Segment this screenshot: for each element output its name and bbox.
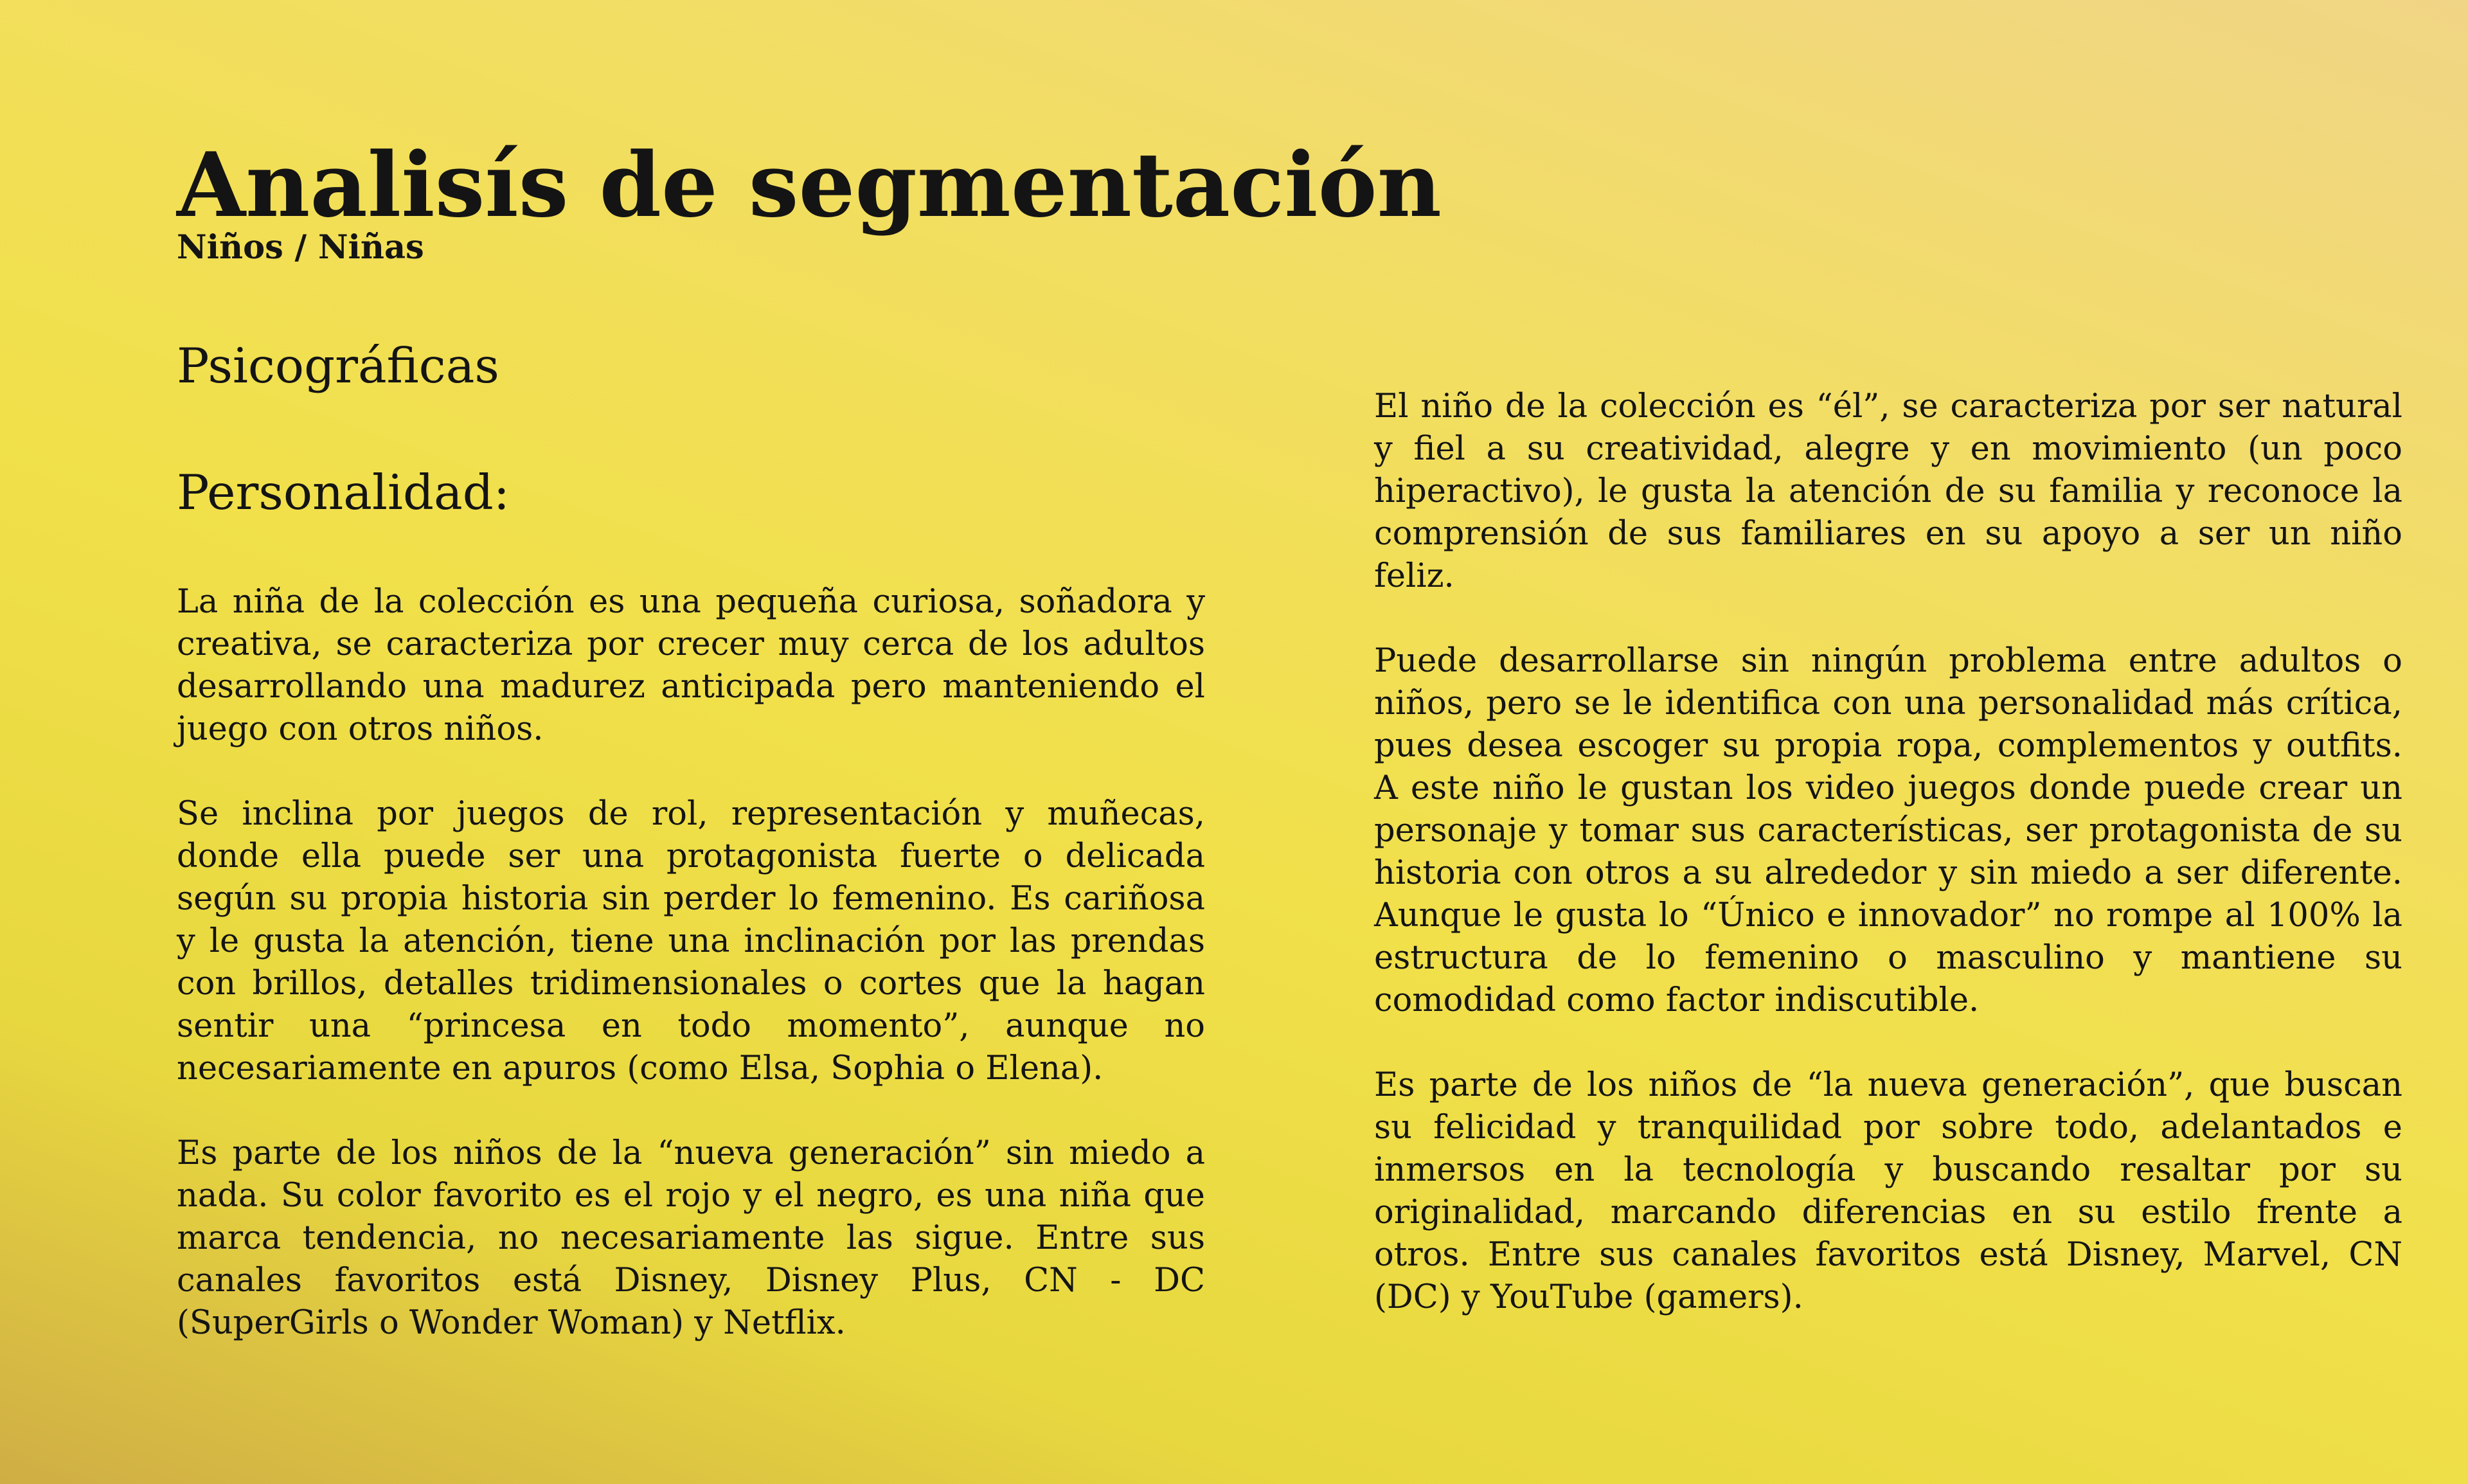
section-heading-personalidad: Personalidad: [177,464,510,521]
boy-paragraph-3: Es parte de los niños de “la nueva generación”, que buscan su felicidad y tranquilidad por sobre todo, adelantados e inmersos en la tecnología y buscando resaltar por su originalidad, marcando diferencias en su estilo frente a otros. Entre sus canales favoritos está Disney, Marvel, CN (DC) y YouTube (gamers). [1374,1066,2402,1316]
page-title: Analisís de segmentación [177,132,1442,237]
right-column-boy-profile [1374,386,2402,1319]
girl-paragraph-3: Es parte de los niños de la “nueva generación” sin miedo a nada. Su color favorito es el rojo y el negro, es una niña que marca tendencia, no necesariamente las sigue. Entre sus canales favoritos está Disney, Disney Plus, CN - DC (SuperGirls o Wonder Woman) y Netflix. [177,1134,1205,1342]
section-heading-psicograficas: Psicográficas [177,337,499,394]
boy-paragraph-1: El niño de la colección es “él”, se caracteriza por ser natural y fiel a su creatividad, alegre y en movimiento (un poco hiperactivo), le gusta la atención de su familia y reconoce la comprensión de sus familiares en su apoyo a ser un niño feliz. [1374,388,2402,595]
left-column-girl-profile [177,581,1205,1345]
page-subtitle: Niños / Niñas [177,228,424,267]
girl-paragraph-1: La niña de la colección es una pequeña curiosa, soñadora y creativa, se caracteriza por crecer muy cerca de los adultos desarrollando una madurez anticipada pero manteniendo el juego con otros niños. [177,583,1205,748]
boy-paragraph-2: Puede desarrollarse sin ningún problema entre adultos o niños, pero se le identifica con una personalidad más crítica, pues desea escoger su propia ropa, complementos y outfits. A este niño le gustan los video juegos donde puede crear un personaje y tomar sus características, ser protagonista de su historia con otros a su alrededor y sin miedo a ser diferente. Aunque le gusta lo “Único e innovador” no rompe al 100% la estructura de lo femenino o masculino y mantiene su comodidad como factor indiscutible. [1374,642,2402,1019]
girl-paragraph-2: Se inclina por juegos de rol, representación y muñecas, donde ella puede ser una protagonista fuerte o delicada según su propia historia sin perder lo femenino. Es cariñosa y le gusta la atención, tiene una inclinación por las prendas con brillos, detalles tridimensionales o cortes que la hagan sentir una “princesa en todo momento”, aunque no necesariamente en apuros (como Elsa, Sophia o Elena). [177,795,1205,1087]
